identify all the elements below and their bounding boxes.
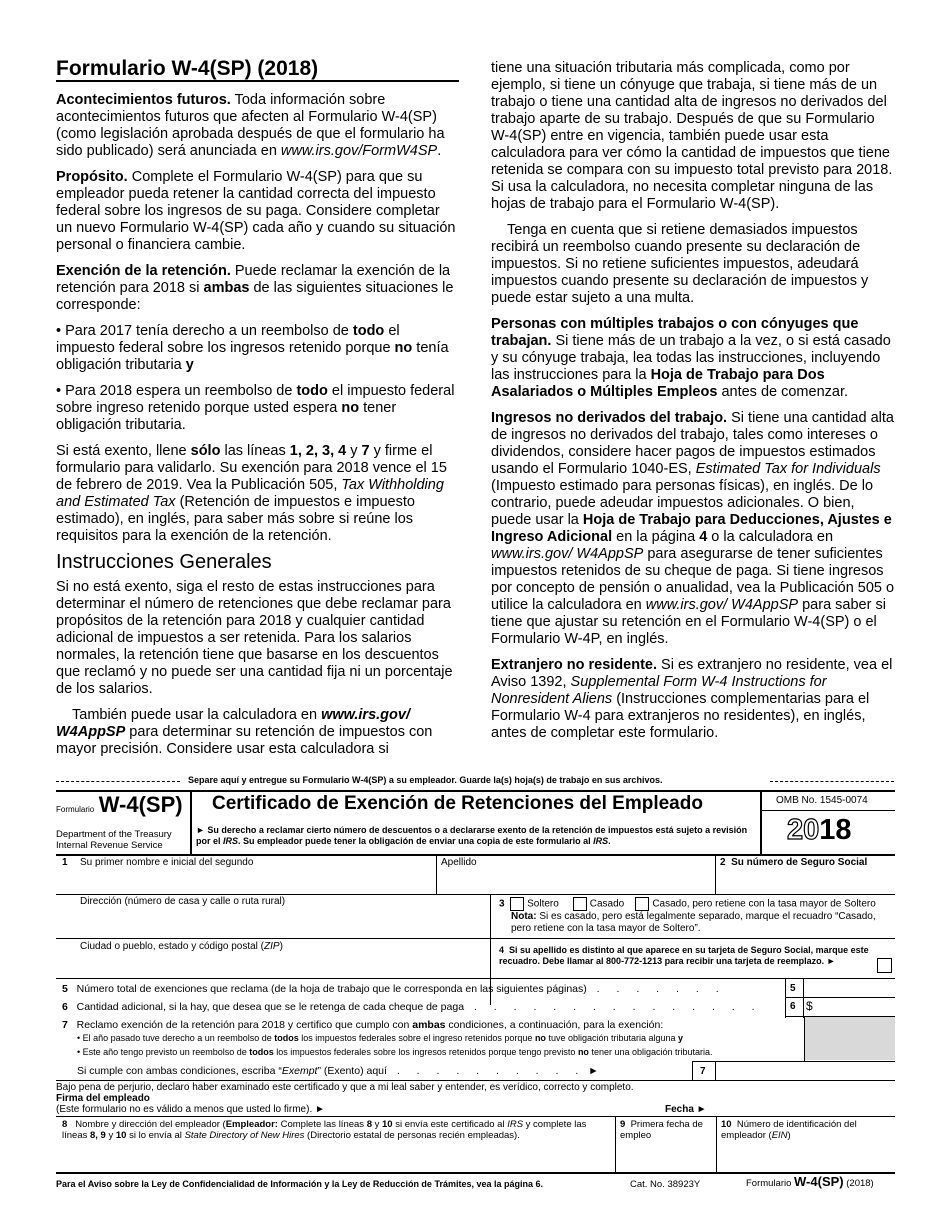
privacy-notice: Para el Aviso sobre la Ley de Confidencialidad de Información y la Ley de Reducción de Trámites, vea la página 6. xyxy=(56,1179,543,1189)
signature-rule xyxy=(56,1116,895,1117)
exemptions-field[interactable] xyxy=(804,979,895,997)
form-name: W-4(SP) xyxy=(98,792,183,817)
name-differs-checkbox[interactable] xyxy=(877,958,892,973)
perjury-statement: Bajo pena de perjurio, declaro haber examinado este certificado y que a mi leal saber y entender, es verídico, correcto y completo. xyxy=(56,1082,634,1093)
row-7-rule xyxy=(56,1080,895,1081)
calculator-continued-paragraph: tiene una situación tributaria más complicada, como por ejemplo, si tiene un cónyuge que trabaja, si tiene más de un trabajo o tiene una cantidad alta de ingresos no derivados del trabajo aparte de su trabajo. Después de que su Formulario W-4(SP) entre en vigencia, también puede usar esta calculadora para ver cómo la cantidad de impuestos que tiene retenida se compara con su impuesto total previsto para 2018. Si usa la calculadora, no necesita completar ninguna de las hojas de trabajo para el Formulario W-4(SP). xyxy=(491,60,893,212)
form-id: Formulario W-4(SP) xyxy=(56,792,183,817)
general-instructions-heading: Instrucciones Generales xyxy=(56,551,272,573)
row-2-rule xyxy=(56,938,895,939)
catalog-number: Cat. No. 38923Y xyxy=(630,1179,701,1190)
married-higher-rate-checkbox[interactable] xyxy=(635,897,649,911)
married-checkbox[interactable] xyxy=(573,897,587,911)
date-field[interactable] xyxy=(712,1093,895,1115)
ein-field[interactable] xyxy=(717,1145,895,1170)
additional-amount-field[interactable] xyxy=(818,998,895,1016)
signature-field[interactable] xyxy=(360,1093,660,1115)
filing-status-note: Nota: Si es casado, pero está legalmente separado, marque el recuadro “Casado, pero retiene con la tasa mayor de Soltero”. xyxy=(511,911,876,934)
exempt-field[interactable] xyxy=(716,1062,895,1080)
line-7-exempt-prompt: Si cumple con ambas condiciones, escriba “Exempt” (Exento) aquí . . . . . . . . . . ► xyxy=(77,1065,599,1077)
first-employment-date-field[interactable] xyxy=(616,1145,715,1170)
purpose-paragraph: Propósito. Complete el Formulario W-4(SP) para que su empleador pueda retener la cantidad correcta del impuesto federal sobre los ingresos de su paga. Considere completar un nuevo Formulario W-4(SP) cada año y cuando su situación personal o financiera cambie. xyxy=(56,169,456,253)
line-7-bullet-1: • El año pasado tuve derecho a un reembolso de todos los impuestos federales sobre el ingreso retenidos porque no tuve obligación tributaria alguna y xyxy=(77,1033,684,1043)
dollar-sign: $ xyxy=(806,999,813,1013)
row-1-rule xyxy=(56,894,895,895)
ssn-label: 2 Su número de Seguro Social xyxy=(720,857,868,868)
nonresident-alien-paragraph: Extranjero no residente. Si es extranjero no residente, vea el Aviso 1392, Supplemental Form W-4 Instructions for Nonresident Aliens (Instrucciones complementarias para el Formulario W-4 para extranjeros no residentes), en inglés, antes de completar este formulario. xyxy=(491,657,893,741)
line-7-shade-border xyxy=(804,1016,805,1061)
cut-line-left xyxy=(56,781,180,782)
single-checkbox[interactable] xyxy=(510,897,524,911)
multiple-jobs-paragraph: Personas con múltiples trabajos o con cónyuges que trabajan. Si tiene más de un trabajo a la vez, o si está casado y su cónyuge trabaja, lea todas las instrucciones, incluyendo las instrucciones para la Hoja de Trabajo para Dos Asalariados o Múltiples Empleos antes de comenzar. xyxy=(491,316,891,400)
date-label: Fecha ► xyxy=(665,1104,707,1115)
line-1-label: 1 xyxy=(62,857,68,868)
line-5-box-number: 5 xyxy=(790,983,796,994)
department-label: Department of the Treasury Internal Revenue Service xyxy=(56,829,172,851)
last-name-label: Apellido xyxy=(441,857,477,868)
right-column xyxy=(491,60,896,751)
future-developments-paragraph: Acontecimientos futuros. Toda información sobre acontecimientos futuros que afecten al Formulario W-4(SP) (como legislación aprobada después de que el formulario ha sido publicado) será anunciada en www.irs.gov/FormW4SP. xyxy=(56,92,445,159)
exemption-bullet-2: • Para 2018 espera un reembolso de todo el impuesto federal sobre ingreso retenido porque usted espera no tener obligación tributaria. xyxy=(56,383,455,433)
footer-form-id: Formulario W-4(SP) (2018) xyxy=(746,1174,874,1189)
form-title: Certificado de Exención de Retenciones del Empleado xyxy=(212,793,703,814)
signature-note: (Este formulario no es válido a menos que usted lo firme). ► xyxy=(56,1104,325,1115)
line-7-box-number: 7 xyxy=(700,1066,706,1077)
nonwage-income-paragraph: Ingresos no derivados del trabajo. Si tiene una cantidad alta de ingresos no derivados del trabajo, tales como intereses o dividendos, considere hacer pagos de impuestos estimados usando el Formulario 1040-ES, Estimated Tax for Individuals (Impuesto estimado para personas físicas), en inglés. De lo contrario, puede adeudar impuestos adicionales. O bien, puede usar la Hoja de Trabajo para Deducciones, Ajustes e Ingreso Adicional en la página 4 o la calculadora en www.irs.gov/ W4AppSP para asegurarse de tener suficientes impuestos retenidos de su cheque de paga. Si tiene ingresos por concepto de pensión o anualidad, vea la Publicación 505 o utilice la calculadora en www.irs.gov/ W4AppSP para saber si tiene que ajustar su retención en el Formulario W-4(SP) o el Formulario W-4P, en inglés. xyxy=(491,410,895,647)
line-8-text: 8 Nombre y dirección del empleador (Empleador: Complete las líneas 8 y 10 si envía este certificado al IRS y complete las líneas 8, 9 y 10 si lo envía al State Directory of New Hires (Directorio estatal de personas recién empleadas). xyxy=(62,1119,587,1141)
exemption-paragraph: Exención de la retención. Puede reclamar la exención de la retención para 2018 si ambas de las siguientes situaciones le corresponde: xyxy=(56,263,454,313)
filing-status-row: 3 Soltero Casado Casado, pero retiene con la tasa mayor de Soltero xyxy=(499,898,876,910)
first-name-label: Su primer nombre e inicial del segundo xyxy=(80,857,254,868)
ssn-field[interactable] xyxy=(716,870,895,894)
exemption-bullet-1: • Para 2017 tenía derecho a un reembolso de todo el impuesto federal sobre los ingresos retenido porque no tenía obligación tributaria y xyxy=(56,323,449,373)
line-6-text: 6 Cantidad adicional, si la hay, que desea que se le retenga de cada cheque de paga . . . . . . . . . . . . . . . xyxy=(62,1001,762,1013)
last-name-field[interactable] xyxy=(437,870,715,894)
left-column xyxy=(56,57,459,767)
withholding-note-paragraph: Tenga en cuenta que si retiene demasiados impuestos recibirá un reembolso cuando presente su declaración de impuestos. Si no retiene suficientes impuestos, adeudará impuestos cuando presente su declaración de impuestos y puede estar sujeto a una multa. xyxy=(491,222,869,306)
general-instructions-paragraph: Si no está exento, siga el resto de estas instrucciones para determinar el número de retenciones que debe reclamar para propósitos de la retención para 2018 y cualquier cantidad adicional de impuestos a ser retenida. Para los salarios normales, la retención tiene que basarse en los descuentos que reclamó y no puede ser una cantidad fija ni un porcentaje de los salarios. xyxy=(56,579,453,697)
line-7-shaded-area xyxy=(805,1017,895,1060)
form-bottom-rule xyxy=(56,1172,895,1174)
line-5-box-left xyxy=(785,978,786,1018)
cut-line-right xyxy=(770,781,894,782)
line-7-text: 7 Reclamo exención de la retención para 2018 y certifico que cumplo con ambas condiciones, a continuación, para la exención: xyxy=(62,1019,664,1031)
line-4-text: 4 Si su apellido es distinto al que aparece en su tarjeta de Seguro Social, marque este recuadro. Debe llamar al 800-772-1213 para recibir una tarjeta de reemplazo. ► xyxy=(499,945,869,966)
tax-year: 2018 xyxy=(787,814,852,846)
city-label: Ciudad o pueblo, estado y código postal (ZIP) xyxy=(80,941,283,952)
header-divider-1 xyxy=(190,790,192,854)
page-title: Formulario W-4(SP) (2018) xyxy=(56,60,459,82)
line-10-text: 10 Número de identificación del empleador (EIN) xyxy=(721,1119,857,1141)
omb-rule xyxy=(760,810,895,811)
line-7-box-left xyxy=(692,1061,693,1081)
address-label: Dirección (número de casa y calle o ruta rural) xyxy=(80,896,286,907)
exempt-instructions-paragraph: Si está exento, llene sólo las líneas 1, 2, 3, 4 y 7 y firme el formulario para validarlo. Su exención para 2018 vence el 15 de febrero de 2019. Vea la Publicación 505, Tax Withholding and Estimated Tax (Retención de impuestos e impuesto estimado), en inglés, para saber más sobre si reúne los requisitos para la exención de la retención. xyxy=(56,443,447,544)
line-5-text: 5 Número total de exenciones que reclama (de la hoja de trabajo que le corresponda en las siguientes páginas) . . . . . . . xyxy=(62,983,726,995)
row-3-rule xyxy=(56,978,895,979)
line-6-box-number: 6 xyxy=(790,1001,796,1012)
signature-label: Firma del empleado xyxy=(56,1093,150,1104)
header-divider-2 xyxy=(760,790,762,854)
cut-line-text: Separe aquí y entregue su Formulario W-4(SP) a su empleador. Guarde la(s) hoja(s) de trabajo en sus archivos. xyxy=(188,775,663,785)
line-9-text: 9 Primera fecha de empleo xyxy=(620,1119,703,1141)
employer-name-field[interactable] xyxy=(56,1145,614,1170)
first-name-field[interactable] xyxy=(56,870,436,894)
line-7-bullet-2: • Este año tengo previsto un reembolso de todos los impuestos federales sobre los ingresos retenidos porque tengo previsto no tener una obligación tributaria. xyxy=(77,1047,713,1057)
calculator-paragraph: También puede usar la calculadora en www.irs.gov/ W4AppSP para determinar su retención de impuestos con mayor precisión. Considere usar esta calculadora si xyxy=(56,707,433,757)
omb-number: OMB No. 1545-0074 xyxy=(776,795,868,806)
address-field[interactable] xyxy=(56,910,490,938)
header-bottom-rule xyxy=(56,854,895,856)
form-notice: ► Su derecho a reclamar cierto número de descuentos o a declararse exento de la retención de impuestos está sujeto a revisión por el IRS. Su empleador puede tener la obligación de enviar una copia de este formulario al IRS. xyxy=(196,825,748,846)
